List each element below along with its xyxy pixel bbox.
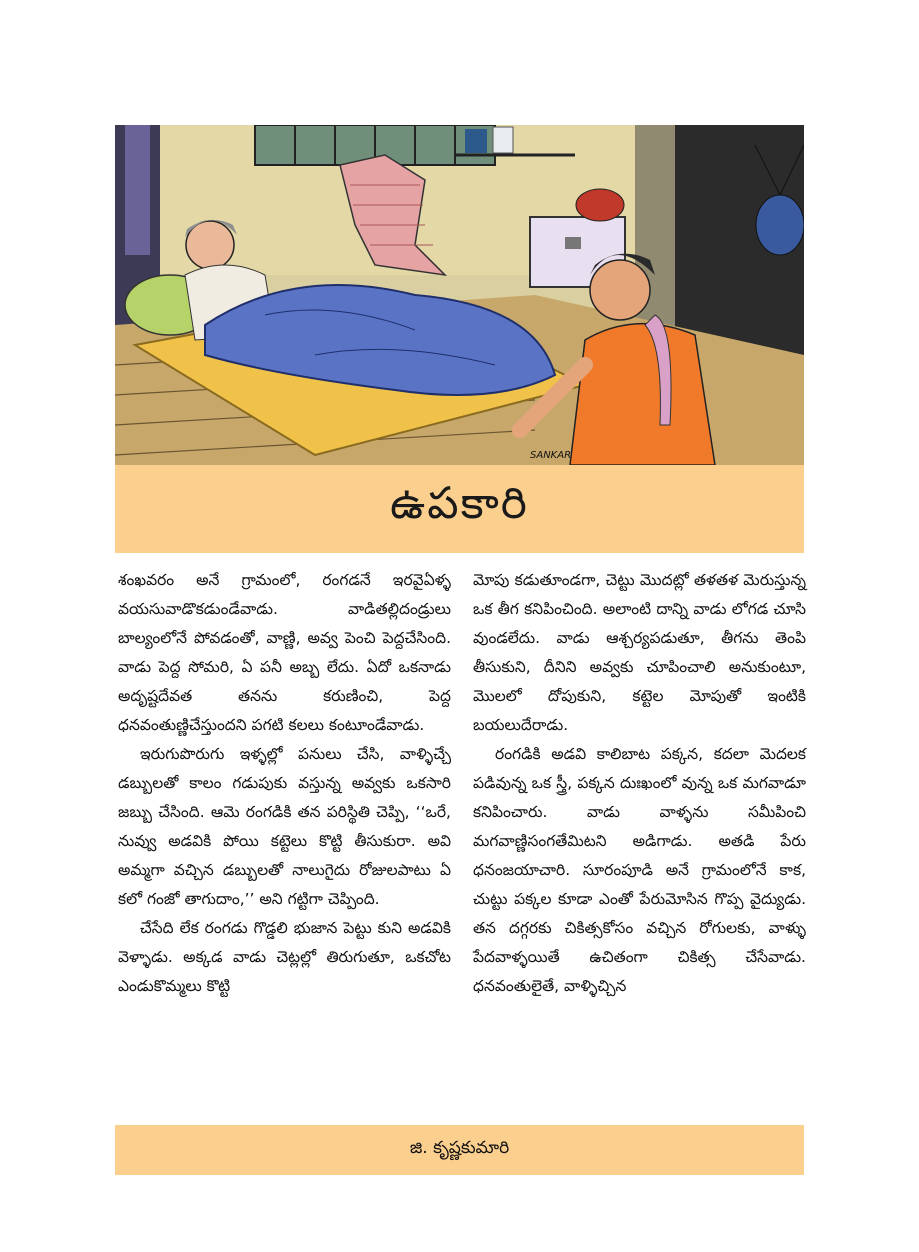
artist-signature: SANKAR (530, 450, 572, 461)
paragraph: రంగడికి అడవి కాలిబాట పక్కన, కదలా మెదలక పడివున్న ఒక స్త్రీ, పక్కన దుఃఖంలో వున్న ఒక మగవాడూ కనిపించారు. వాడు వాళ్ళను సమీపించి మగవాణ్ణిసంగతేమిటని అడిగాడు. అతడి పేరు ధనంజయాచారి. సూరంపూడి అనే గ్రామంలోనే కాక, చుట్టు పక్కల కూడా ఎంతో పేరుమోసిన గొప్ప వైద్యుడు. తన దగ్గరకు చికిత్సకోసం వచ్చిన రోగులకు, వాళ్ళు పేదవాళ్ళయితే ఉచితంగా చికిత్స చేసేవాడు. ధనవంతులైతే, వాళ్ళిచ్చిన (473, 745, 806, 995)
story-illustration (115, 125, 804, 465)
story-title: ఉపకారి (390, 478, 529, 529)
title-band (115, 465, 804, 553)
illustration-drawing (115, 125, 804, 465)
paragraph: శంఖవరం అనే గ్రామంలో, రంగడనే ఇరవైఏళ్ళ వయసువాడొకడుండేవాడు. వాడితల్లిదండ్రులు బాల్యంలోనే పోవడంతో, వాణ్ణి, అవ్వ పెంచి పెద్దచేసింది. వాడు పెద్ద సోమరి, ఏ పనీ అబ్బ లేదు. ఏదో ఒకనాడు అదృష్టదేవత తనను కరుణించి, పెద్ద ధనవంతుణ్ణిచేస్తుందని పగటి కలలు కంటూండేవాడు. (118, 571, 451, 734)
author-band (115, 1125, 804, 1175)
left-column (118, 566, 451, 1114)
paragraph: మోపు కడుతూండగా, చెట్టు మొదట్లో తళతళ మెరుస్తున్న ఒక తీగ కనిపించింది. అలాంటి దాన్ని వాడు లోగడ చూసి వుండలేదు. వాడు ఆశ్చర్యపడుతూ, తీగను తెంపి తీసుకుని, దీనిని అవ్వకు చూపించాలి అనుకుంటూ, మొలలో దోపుకుని, కట్టెల మోపుతో ఇంటికి బయలుదేరాడు. (473, 571, 806, 734)
paragraph: చేసేది లేక రంగడు గొడ్డలి భుజాన పెట్టు కుని అడవికి వెళ్ళాడు. అక్కడ వాడు చెట్లల్లో తిరుగుతూ, ఒకచోట ఎండుకొమ్మలు కొట్టి (118, 919, 451, 995)
story-body (118, 566, 806, 1114)
right-column (473, 566, 806, 1114)
paragraph: ఇరుగుపొరుగు ఇళ్ళల్లో పనులు చేసి, వాళ్ళిచ్చే డబ్బులతో కాలం గడుపుకు వస్తున్న అవ్వకు ఒకసారి జబ్బు చేసింది. ఆమె రంగడికి తన పరిస్థితి చెప్పి, ‘‘ఒరే, నువ్వు అడవికి పోయి కట్టెలు కొట్టి తీసుకురా. అవి అమ్మగా వచ్చిన డబ్బులతో నాలుగైదు రోజులపాటు ఏ కలో గంజో తాగుదాం,’’ అని గట్టిగా చెప్పింది. (118, 745, 451, 908)
author-name: జి. కృష్ణకుమారి (409, 1138, 510, 1158)
